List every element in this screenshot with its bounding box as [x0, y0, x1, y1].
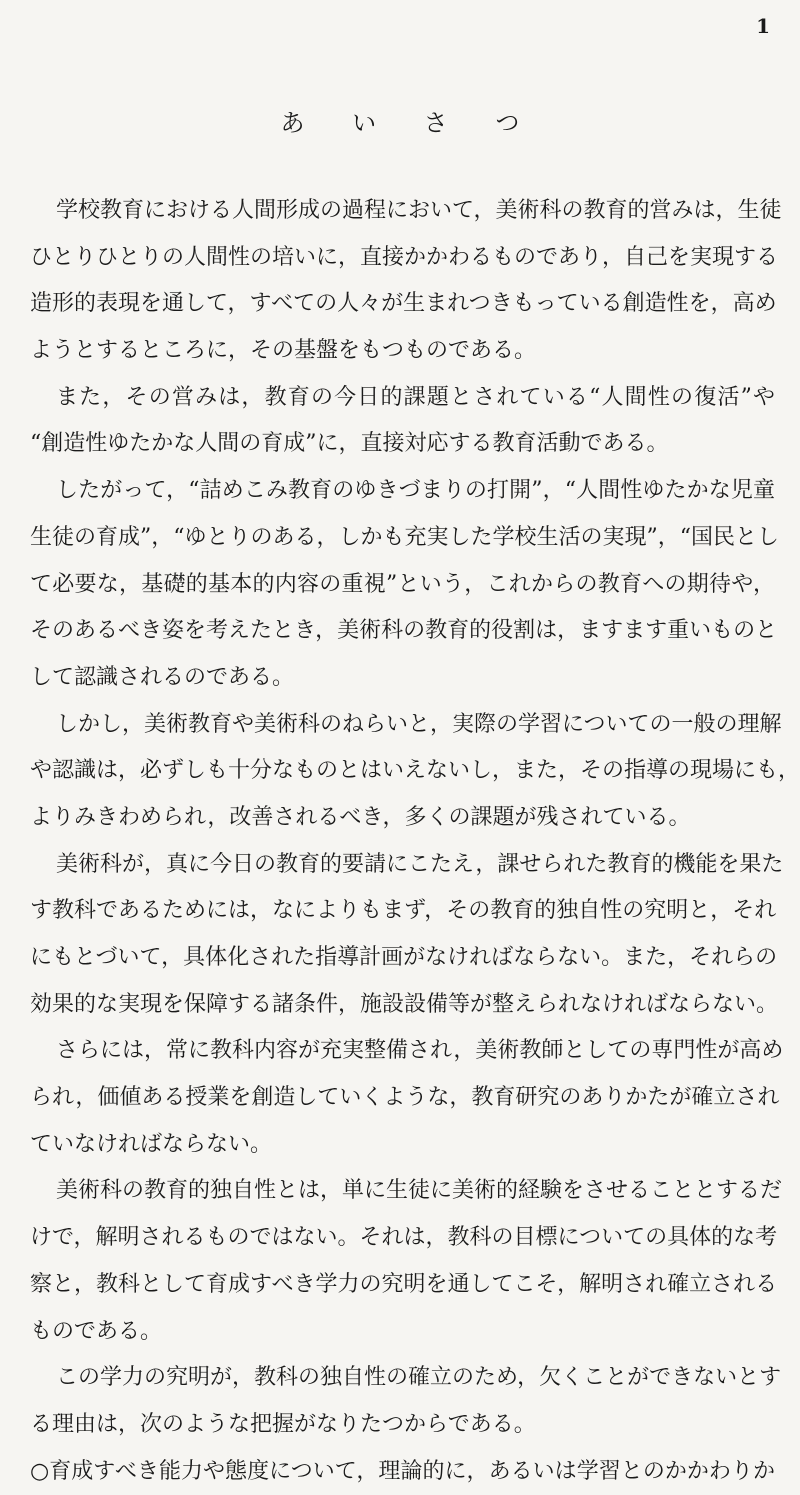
text-line: 生徒の育成”，“ゆとりのある，しかも充実した学校生活の実現”，“国民とし — [30, 524, 779, 550]
text-line: よりみきわめられ，改善されるべき，多くの課題が残されている。 — [30, 804, 691, 830]
text-line: そのあるべき姿を考えたとき，美術科の教育的役割は，ますます重いものと — [30, 618, 778, 644]
page-title: あ い さ つ — [280, 109, 540, 137]
text-line: また，その営みは，教育の今日的課題とされている“人間性の復活”や — [56, 384, 775, 410]
text-line: けで，解明されるものではない。それは，教科の目標についての具体的な考 — [30, 1225, 778, 1251]
text-line: ○育成すべき能力や態度について，理論的に，あるいは学習とのかかわりか — [30, 1458, 775, 1484]
text-line: る理由は，次のような把握がなりたつからである。 — [30, 1411, 536, 1437]
text-line: す教科であるためには，なによりもまず，その教育的独自性の究明と，それ — [30, 898, 777, 924]
text-line: 察と，教科として育成すべき学力の究明を通してこそ，解明され確立される — [30, 1271, 778, 1297]
body-text — [30, 188, 800, 1495]
text-line: ようとするところに，その基盤をもつものである。 — [30, 338, 537, 364]
text-line: ひとりひとりの人間性の培いに，直接かかわるものであり，自己を実現する — [30, 244, 779, 270]
text-line: 美術科の教育的独自性とは，単に生徒に美術的経験をさせることとするだ — [56, 1178, 783, 1204]
text-line: 造形的表現を通して，すべての人々が生まれつきもっている創造性を，高め — [30, 291, 777, 317]
text-line: 美術科が，真に今日の教育的要請にこたえ，課せられた教育的機能を果た — [56, 851, 784, 877]
text-line: この学力の究明が，教科の独自性の確立のため，欠くことができないとす — [56, 1365, 782, 1391]
text-line: したがって，“詰めこみ教育のゆきづまりの打開”，“人間性ゆたかな児童 — [56, 478, 775, 504]
text-line: しかし，美術教育や美術科のねらいと，実際の学習についての一般の理解 — [56, 711, 782, 737]
text-line: ていなければならない。 — [30, 1131, 273, 1157]
text-line: にもとづいて，具体化された指導計画がなければならない。また，それらの — [30, 945, 778, 970]
text-line: られ，価値ある授業を創造していくような，教育研究のありかたが確立され — [30, 1085, 780, 1111]
text-line: さらには，常に教科内容が充実整備され，美術教師としての専門性が高め — [56, 1038, 784, 1064]
text-line: “創造性ゆたかな人間の育成”に，直接対応する教育活動である。 — [30, 431, 669, 457]
text-line: して認識されるのである。 — [30, 664, 295, 690]
page-number: 1 — [756, 14, 770, 38]
text-line: 学校教育における人間形成の過程において，美術科の教育的営みは，生徒 — [56, 198, 782, 223]
text-line: ものである。 — [30, 1318, 163, 1344]
text-line: て必要な，基礎的基本的内容の重視”という，これからの教育への期待や， — [30, 571, 775, 597]
text-line: 効果的な実現を保障する諸条件，施設設備等が整えられなければならない。 — [30, 991, 779, 1017]
text-line: や認識は，必ずしも十分なものとはいえないし，また，その指導の現場にも， — [30, 758, 800, 784]
